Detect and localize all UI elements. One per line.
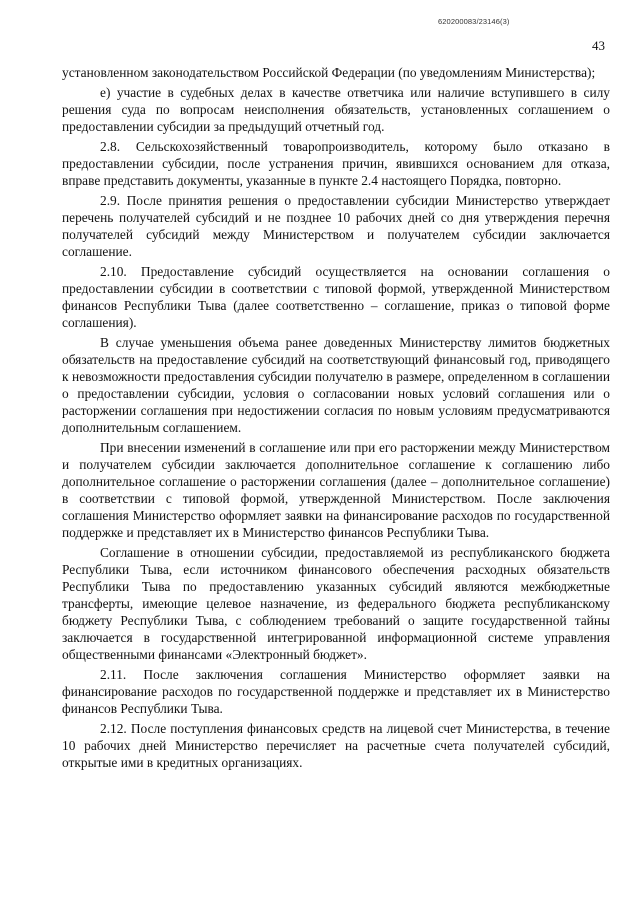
paragraph: установленном законодательством Российской Федерации (по уведомлениям Министерства); (62, 65, 596, 80)
paragraph: Соглашение в отношении субсидии, предоставляемой из республиканского бюджета Республики Тыва, если источником финансового обеспечения расходных обязательств Республики Тыва по предоставлению указанных субсидий являются межбюджетные трансферты, имеющие целевое назначение, из федерального бюджета республиканскому бюджету Республики Тыва, с соблюдением требований о защите государственной тайны заключается в государственной интегрированной информационной системе управления общественными финансами «Электронный бюджет». (62, 545, 610, 662)
paragraph: При внесении изменений в соглашение или при его расторжении между Министерством и получателем субсидии заключается дополнительное соглашение к соглашению либо дополнительное соглашение о расторжении соглашения (далее – дополнительное соглашение) в соответствии с типовой формой, утвержденной Министерством. После заключения соглашения Министерство оформляет заявки на финансирование расходов по государственной поддержке и представляет их в Министерство финансов Республики Тыва. (62, 440, 610, 540)
paragraph: 2.8. Сельскохозяйственный товаропроизводитель, которому было отказано в предоставлении субсидии, после устранения причин, явившихся основанием для отказа, вправе представить документы, указанные в пункте 2.4 настоящего Порядка, повторно. (62, 139, 610, 188)
paragraph: 2.11. После заключения соглашения Министерство оформляет заявки на финансирование расходов по государственной поддержке и представляет их в Министерство финансов Республики Тыва. (62, 667, 610, 716)
paragraph: 2.12. После поступления финансовых средств на лицевой счет Министерства, в течение 10 рабочих дней Министерство перечисляет на расчетные счета получателей субсидий, открытые ими в кредитных организациях. (62, 721, 610, 770)
document-body (62, 64, 610, 774)
document-code: 620200083/23146(3) (438, 17, 510, 26)
paragraph: В случае уменьшения объема ранее доведенных Министерству лимитов бюджетных обязательств на предоставление субсидий на соответствующий финансовый год, приводящего к невозможности предоставления субсидии получателю в размере, определенном в соглашении о предоставлении субсидии, условия о согласовании новых условий соглашения или о расторжении соглашения при недостижении согласия по новым условиям предусматриваются дополнительным соглашением. (62, 335, 610, 435)
page-number: 43 (592, 38, 605, 53)
paragraph: 2.10. Предоставление субсидий осуществляется на основании соглашения о предоставлении субсидии в соответствии с типовой формой, утвержденной Министерством финансов Республики Тыва (далее соответственно – соглашение, приказ о типовой форме соглашения). (62, 264, 610, 330)
paragraph: 2.9. После принятия решения о предоставлении субсидии Министерство утверждает перечень получателей субсидий и не позднее 10 рабочих дней со дня утверждения перечня получателей субсидий между Министерством и получателем субсидии заключается соглашение. (62, 193, 610, 259)
paragraph: е) участие в судебных делах в качестве ответчика или наличие вступившего в силу решения суда по вопросам неисполнения обязательств, установленных соглашением о предоставлении субсидии за предыдущий отчетный год. (62, 85, 610, 134)
